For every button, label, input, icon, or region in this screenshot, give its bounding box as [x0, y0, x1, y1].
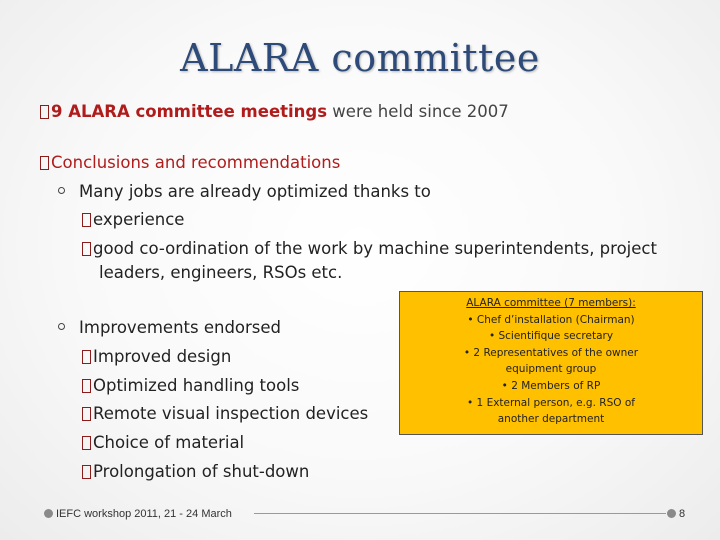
list-item [82, 461, 309, 483]
footer-left [44, 508, 232, 520]
square-bullet-icon [82, 213, 91, 227]
footer-text: IEFC workshop 2011, 21 - 24 March [56, 508, 232, 520]
page-number: 8 [679, 508, 686, 520]
slide-title: ALARA committee [180, 36, 540, 80]
list-item-text: Prolongation of shut-down [93, 462, 310, 481]
committee-box-line: equipment group [505, 363, 597, 376]
list-item [82, 346, 231, 368]
list-item-continuation [99, 262, 342, 284]
circle-bullet-icon [58, 323, 65, 330]
list-item-text: leaders, engineers, RSOs etc. [99, 263, 343, 282]
list-item-text: experience [93, 210, 185, 229]
list-item-text: Improved design [93, 347, 232, 366]
list-item-text: Optimized handling tools [93, 376, 300, 395]
committee-box-line: • 2 Representatives of the owner [463, 346, 639, 359]
sub-bullet-optimized [58, 181, 431, 203]
square-bullet-icon [82, 242, 91, 256]
square-bullet-icon [82, 465, 91, 479]
square-bullet-icon [82, 350, 91, 364]
committee-box-line: • 1 External person, e.g. RSO of [467, 396, 635, 409]
committee-box-line: • Chef d’installation (Chairman) [467, 313, 635, 326]
footer-divider [254, 513, 666, 514]
list-item [82, 238, 657, 260]
meetings-rest: were held since 2007 [327, 102, 509, 121]
list-item-text: good co-ordination of the work by machine superintendents, project [93, 239, 657, 258]
square-bullet-icon [40, 105, 49, 119]
footer-dot-icon [667, 509, 676, 518]
square-bullet-icon [82, 379, 91, 393]
improvements-heading: Improvements endorsed [79, 318, 282, 337]
circle-bullet-icon [58, 187, 65, 194]
list-item-text: Remote visual inspection devices [93, 404, 369, 423]
optimized-heading: Many jobs are already optimized thanks to [79, 182, 431, 201]
meetings-highlight: 9 ALARA committee meetings [51, 102, 328, 121]
bullet-meetings [40, 101, 509, 123]
list-item [82, 209, 184, 231]
square-bullet-icon [82, 436, 91, 450]
committee-box-line: another department [497, 413, 605, 426]
conclusions-label: Conclusions and recommendations [51, 153, 341, 172]
footer-dot-icon [44, 509, 53, 518]
list-item-text: Choice of material [93, 433, 245, 452]
list-item [82, 432, 244, 454]
footer-right [667, 508, 685, 520]
square-bullet-icon [82, 407, 91, 421]
list-item [82, 375, 299, 397]
bullet-conclusions [40, 152, 340, 174]
committee-members-box [399, 291, 703, 435]
committee-box-header: ALARA committee (7 members): [466, 297, 636, 309]
committee-box-line: • Scientifique secretary [488, 330, 614, 343]
list-item [82, 403, 368, 425]
square-bullet-icon [40, 156, 49, 170]
committee-box-line: • 2 Members of RP [501, 379, 601, 392]
sub-bullet-improvements [58, 317, 281, 339]
